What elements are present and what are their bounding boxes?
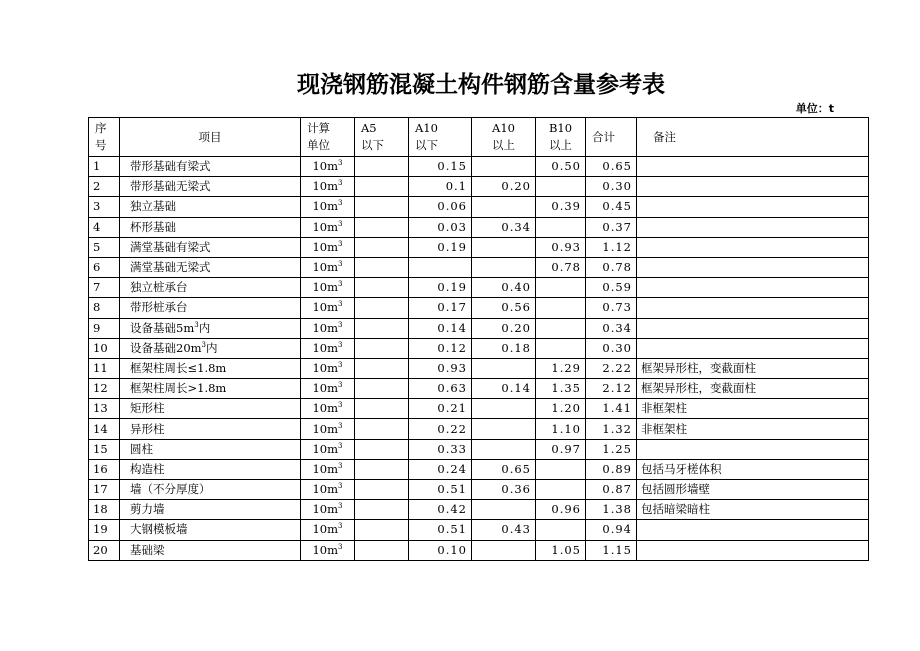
cell-a10-above (472, 237, 536, 257)
cell-note (637, 177, 869, 197)
cell-item: 基础梁 (120, 540, 301, 560)
cell-item: 框架柱周长>1.8m (120, 379, 301, 399)
cell-a10-above: 0.56 (472, 298, 536, 318)
cell-a10-below: 0.51 (409, 480, 472, 500)
cell-a10-above (472, 399, 536, 419)
cell-index: 15 (89, 439, 120, 459)
cell-b10 (536, 318, 586, 338)
cell-b10: 1.05 (536, 540, 586, 560)
cell-a5 (355, 338, 409, 358)
cell-note: 非框架柱 (637, 399, 869, 419)
cell-b10: 1.10 (536, 419, 586, 439)
table-row (89, 278, 869, 298)
cell-total: 0.78 (586, 257, 637, 277)
cell-unit: $10m^3$ (301, 358, 355, 378)
cell-item: 圆柱 (120, 439, 301, 459)
cell-note (637, 439, 869, 459)
cell-a10-below: 0.63 (409, 379, 472, 399)
cell-note (637, 540, 869, 560)
cell-item: 带形桩承台 (120, 298, 301, 318)
cell-note: 框架异形柱，变截面柱 (637, 379, 869, 399)
cell-a10-below: 0.06 (409, 197, 472, 217)
cell-a10-above: 0.40 (472, 278, 536, 298)
cell-note (637, 237, 869, 257)
cell-b10 (536, 217, 586, 237)
cell-unit: $10m^3$ (301, 500, 355, 520)
table-row (89, 439, 869, 459)
header-unit (301, 118, 355, 157)
cell-index: 6 (89, 257, 120, 277)
header-a5-line2: 以下 (361, 138, 384, 152)
cell-a10-above: 0.65 (472, 459, 536, 479)
cell-total: 1.12 (586, 237, 637, 257)
header-item: 项目 (120, 118, 301, 157)
cell-item: 带形基础有梁式 (120, 157, 301, 177)
cell-a5 (355, 459, 409, 479)
cell-b10: 0.39 (536, 197, 586, 217)
cell-b10: 1.29 (536, 358, 586, 378)
cell-unit: $10m^3$ (301, 197, 355, 217)
cell-total: 1.32 (586, 419, 637, 439)
cell-note (637, 520, 869, 540)
cell-item: 构造柱 (120, 459, 301, 479)
header-total: 合计 (586, 118, 637, 157)
table-row (89, 298, 869, 318)
cell-note: 包括马牙槎体积 (637, 459, 869, 479)
header-unit-line2: 单位 (307, 138, 330, 152)
cell-index: 19 (89, 520, 120, 540)
cell-index: 4 (89, 217, 120, 237)
cell-b10: 1.20 (536, 399, 586, 419)
cell-item: 墙（不分厚度） (120, 480, 301, 500)
table-row (89, 399, 869, 419)
cell-a10-above (472, 540, 536, 560)
cell-unit: $10m^3$ (301, 338, 355, 358)
cell-a5 (355, 540, 409, 560)
cell-index: 8 (89, 298, 120, 318)
cell-a10-below: 0.42 (409, 500, 472, 520)
cell-b10: 0.78 (536, 257, 586, 277)
cell-a10-below: 0.93 (409, 358, 472, 378)
table-row (89, 197, 869, 217)
cell-unit: $10m^3$ (301, 419, 355, 439)
header-index-line2: 号 (95, 138, 107, 152)
cell-index: 18 (89, 500, 120, 520)
cell-a10-below: 0.22 (409, 419, 472, 439)
cell-a5 (355, 278, 409, 298)
cell-a10-below (409, 257, 472, 277)
cell-a10-below: 0.12 (409, 338, 472, 358)
cell-unit: $10m^3$ (301, 439, 355, 459)
cell-item: 满堂基础有梁式 (120, 237, 301, 257)
cell-a10-above: 0.20 (472, 318, 536, 338)
cell-unit: $10m^3$ (301, 399, 355, 419)
table-row (89, 217, 869, 237)
cell-total: 0.30 (586, 338, 637, 358)
cell-note: 包括暗梁暗柱 (637, 500, 869, 520)
cell-note (637, 257, 869, 277)
cell-a5 (355, 318, 409, 338)
cell-total: 1.25 (586, 439, 637, 459)
header-index-line1: 序 (95, 121, 107, 135)
cell-total: 0.45 (586, 197, 637, 217)
table-row (89, 419, 869, 439)
cell-total: 0.94 (586, 520, 637, 540)
cell-a10-below: 0.21 (409, 399, 472, 419)
cell-total: 1.41 (586, 399, 637, 419)
cell-total: 0.65 (586, 157, 637, 177)
cell-a10-above: 0.43 (472, 520, 536, 540)
cell-a5 (355, 379, 409, 399)
cell-note (637, 217, 869, 237)
cell-a10-below: 0.03 (409, 217, 472, 237)
cell-index: 12 (89, 379, 120, 399)
cell-item: 矩形柱 (120, 399, 301, 419)
cell-unit: $10m^3$ (301, 298, 355, 318)
cell-a10-above (472, 197, 536, 217)
table-row (89, 500, 869, 520)
cell-item: 异形柱 (120, 419, 301, 439)
cell-item: 框架柱周长≤1.8m (120, 358, 301, 378)
header-a10-above (472, 118, 536, 157)
cell-a10-below: 0.15 (409, 157, 472, 177)
cell-total: 2.12 (586, 379, 637, 399)
cell-a5 (355, 197, 409, 217)
cell-total: 1.15 (586, 540, 637, 560)
table-row (89, 257, 869, 277)
table-row (89, 157, 869, 177)
cell-b10: 0.97 (536, 439, 586, 459)
cell-total: 0.34 (586, 318, 637, 338)
cell-unit: $10m^3$ (301, 520, 355, 540)
cell-a10-below: 0.19 (409, 278, 472, 298)
cell-a5 (355, 439, 409, 459)
header-note: 备注 (637, 118, 869, 157)
cell-a5 (355, 177, 409, 197)
cell-b10 (536, 278, 586, 298)
cell-a10-below: 0.17 (409, 298, 472, 318)
header-b10-line2: 以上 (549, 138, 572, 152)
cell-total: 0.30 (586, 177, 637, 197)
cell-index: 16 (89, 459, 120, 479)
cell-a5 (355, 157, 409, 177)
cell-a5 (355, 358, 409, 378)
table-row (89, 459, 869, 479)
cell-a10-below: 0.33 (409, 439, 472, 459)
cell-a10-above (472, 500, 536, 520)
cell-note (637, 278, 869, 298)
cell-index: 9 (89, 318, 120, 338)
header-b10-line1: B10 (548, 121, 573, 135)
cell-item: 满堂基础无梁式 (120, 257, 301, 277)
cell-a5 (355, 419, 409, 439)
cell-total: 0.37 (586, 217, 637, 237)
cell-note: 非框架柱 (637, 419, 869, 439)
cell-b10 (536, 338, 586, 358)
cell-a5 (355, 399, 409, 419)
cell-index: 2 (89, 177, 120, 197)
cell-item: 独立桩承台 (120, 278, 301, 298)
cell-a5 (355, 520, 409, 540)
unit-label: 单位：t (795, 102, 834, 115)
cell-total: 1.38 (586, 500, 637, 520)
cell-total: 0.89 (586, 459, 637, 479)
header-index (89, 118, 120, 157)
cell-b10 (536, 177, 586, 197)
cell-index: 10 (89, 338, 120, 358)
cell-a10-above: 0.18 (472, 338, 536, 358)
cell-total: 2.22 (586, 358, 637, 378)
cell-a10-above (472, 419, 536, 439)
cell-a10-above: 0.20 (472, 177, 536, 197)
table-body (89, 157, 869, 561)
cell-note (637, 298, 869, 318)
cell-a5 (355, 257, 409, 277)
cell-index: 7 (89, 278, 120, 298)
cell-index: 1 (89, 157, 120, 177)
cell-item: 独立基础 (120, 197, 301, 217)
cell-unit: $10m^3$ (301, 177, 355, 197)
header-a10-below-line1: A10 (415, 121, 438, 135)
table-row (89, 358, 869, 378)
cell-index: 11 (89, 358, 120, 378)
cell-a10-below: 0.51 (409, 520, 472, 540)
cell-a5 (355, 480, 409, 500)
header-b10 (536, 118, 586, 157)
cell-unit: $10m^3$ (301, 480, 355, 500)
page-title: 现浇钢筋混凝土构件钢筋含量参考表 (297, 72, 665, 98)
cell-a10-below: 0.10 (409, 540, 472, 560)
cell-unit: $10m^3$ (301, 379, 355, 399)
cell-note (637, 338, 869, 358)
cell-a10-above (472, 157, 536, 177)
cell-item: 剪力墙 (120, 500, 301, 520)
cell-b10: 1.35 (536, 379, 586, 399)
cell-unit: $10m^3$ (301, 237, 355, 257)
cell-b10 (536, 298, 586, 318)
header-a5-line1: A5 (361, 121, 377, 135)
table-header-row (89, 118, 869, 157)
cell-b10 (536, 459, 586, 479)
cell-index: 17 (89, 480, 120, 500)
cell-item: 设备基础$20m^3$内 (120, 338, 301, 358)
cell-unit: $10m^3$ (301, 318, 355, 338)
cell-index: 3 (89, 197, 120, 217)
header-a5 (355, 118, 409, 157)
rebar-content-table (88, 117, 869, 561)
cell-a5 (355, 237, 409, 257)
cell-a10-below: 0.19 (409, 237, 472, 257)
cell-index: 5 (89, 237, 120, 257)
cell-a5 (355, 500, 409, 520)
cell-unit: $10m^3$ (301, 257, 355, 277)
table-row (89, 318, 869, 338)
cell-item: 设备基础$5m^3$内 (120, 318, 301, 338)
cell-index: 14 (89, 419, 120, 439)
table-row (89, 338, 869, 358)
cell-item: 带形基础无梁式 (120, 177, 301, 197)
cell-a10-below: 0.14 (409, 318, 472, 338)
header-unit-line1: 计算 (307, 121, 330, 135)
cell-b10: 0.50 (536, 157, 586, 177)
table-row (89, 480, 869, 500)
cell-note (637, 157, 869, 177)
table-row (89, 540, 869, 560)
cell-unit: $10m^3$ (301, 217, 355, 237)
cell-unit: $10m^3$ (301, 278, 355, 298)
cell-note (637, 197, 869, 217)
cell-a10-above (472, 439, 536, 459)
cell-a10-above: 0.14 (472, 379, 536, 399)
cell-unit: $10m^3$ (301, 459, 355, 479)
cell-note: 包括圆形墙壁 (637, 480, 869, 500)
cell-unit: $10m^3$ (301, 157, 355, 177)
cell-b10 (536, 480, 586, 500)
cell-item: 杯形基础 (120, 217, 301, 237)
cell-total: 0.59 (586, 278, 637, 298)
table-row (89, 237, 869, 257)
cell-a10-above: 0.36 (472, 480, 536, 500)
cell-a10-above: 0.34 (472, 217, 536, 237)
cell-unit: $10m^3$ (301, 540, 355, 560)
cell-b10: 0.93 (536, 237, 586, 257)
header-a10-above-line2: 以上 (492, 138, 515, 152)
cell-b10: 0.96 (536, 500, 586, 520)
header-a10-below (409, 118, 472, 157)
cell-total: 0.87 (586, 480, 637, 500)
cell-total: 0.73 (586, 298, 637, 318)
table-row (89, 177, 869, 197)
cell-a10-above (472, 358, 536, 378)
cell-index: 13 (89, 399, 120, 419)
cell-note: 框架异形柱，变截面柱 (637, 358, 869, 378)
cell-a10-above (472, 257, 536, 277)
cell-a10-below: 0.24 (409, 459, 472, 479)
cell-b10 (536, 520, 586, 540)
header-a10-above-line1: A10 (492, 121, 515, 135)
cell-item: 大钢模板墙 (120, 520, 301, 540)
cell-a5 (355, 217, 409, 237)
cell-index: 20 (89, 540, 120, 560)
cell-a10-below: 0.1 (409, 177, 472, 197)
cell-a5 (355, 298, 409, 318)
cell-note (637, 318, 869, 338)
table-row (89, 520, 869, 540)
header-a10-below-line2: 以下 (415, 138, 438, 152)
table-row (89, 379, 869, 399)
